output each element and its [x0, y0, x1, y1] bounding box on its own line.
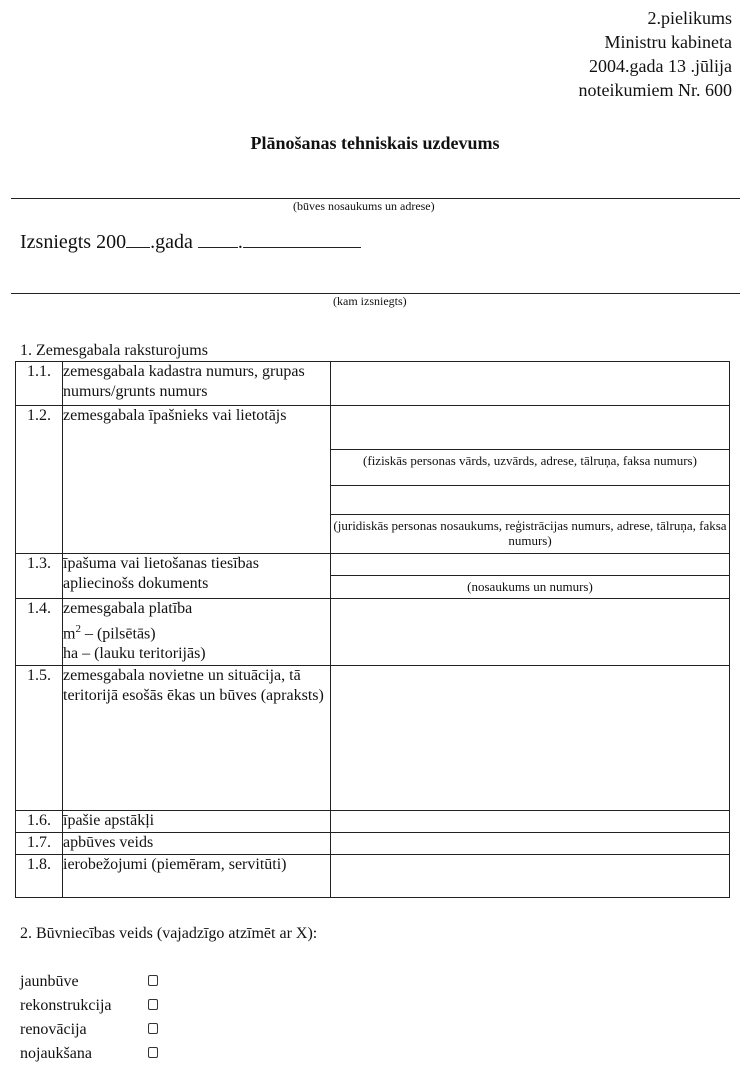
building-caption: (būves nosaukums un adrese): [293, 199, 435, 213]
option-row: [20, 994, 112, 1018]
option-row: [20, 1042, 112, 1066]
row-number: 1.7.: [16, 833, 63, 855]
owner-cell: [331, 406, 730, 554]
table-row: [16, 811, 730, 833]
recipient-caption: (kam izsniegts): [333, 294, 407, 308]
checkbox-icon[interactable]: [148, 999, 158, 1010]
construction-type-options: [20, 970, 112, 1066]
annex-header: [579, 6, 732, 102]
checkbox-icon[interactable]: [148, 1047, 158, 1058]
area-field[interactable]: [331, 599, 730, 666]
section2-heading: 2. Būvniecības veids (vajadzīgo atzīmēt ar X):: [20, 925, 318, 942]
option-row: [20, 970, 112, 994]
row-label: īpašie apstākļi: [63, 811, 331, 833]
section1-heading: 1. Zemesgabala raksturojums: [20, 342, 208, 359]
option-label: rekonstrukcija: [20, 997, 112, 1014]
row-label: īpašuma vai lietošanas tiesības apliecinošs dokuments: [63, 554, 331, 599]
row-number: 1.6.: [16, 811, 63, 833]
annex-issuer: Ministru kabineta: [604, 32, 732, 52]
area-label-line2: [63, 619, 330, 644]
option-label: renovācija: [20, 1021, 87, 1038]
row-label: zemesgabala kadastra numurs, grupas numurs/grunts numurs: [63, 362, 331, 406]
special-conditions-field[interactable]: [331, 811, 730, 833]
area-unit-sup: 2: [75, 623, 81, 635]
row-label: zemesgabala īpašnieks vai lietotājs: [63, 406, 331, 554]
option-row: [20, 1018, 112, 1042]
option-label: nojaukšana: [20, 1045, 92, 1062]
restrictions-field[interactable]: [331, 855, 730, 898]
area-unit-rest: – (pilsētās): [80, 625, 156, 643]
row-number: 1.2.: [16, 406, 63, 554]
issued-gada: .gada: [150, 231, 193, 253]
row-label: [63, 599, 331, 666]
table-row: [16, 833, 730, 855]
area-label-line1: zemesgabala platība: [63, 600, 193, 617]
cadastre-number-field[interactable]: [331, 362, 730, 406]
table-row: [16, 406, 730, 554]
option-label: jaunbūve: [20, 973, 79, 990]
annex-date: 2004.gada 13 .jūlija: [589, 56, 732, 76]
row-number: 1.4.: [16, 599, 63, 666]
row-number: 1.1.: [16, 362, 63, 406]
table-row: [16, 362, 730, 406]
issued-day-blank[interactable]: [198, 229, 238, 248]
issued-year-blank[interactable]: [126, 229, 150, 248]
row-label: zemesgabala novietne un situācija, tā teritorijā esošās ēkas un būves (apraksts): [63, 666, 331, 811]
table-row: [16, 855, 730, 898]
land-plot-table: [15, 361, 730, 898]
issued-prefix: Izsniegts 200: [20, 231, 127, 253]
table-row: [16, 666, 730, 811]
annex-regulation: noteikumiem Nr. 600: [578, 80, 732, 100]
owner-legal-field[interactable]: [331, 486, 729, 515]
owner-legal-caption: (juridiskās personas nosaukums, reģistrācijas numurs, adrese, tālruņa, faksa numurs): [333, 518, 727, 548]
row-number: 1.8.: [16, 855, 63, 898]
building-type-field[interactable]: [331, 833, 730, 855]
checkbox-icon[interactable]: [148, 1023, 158, 1034]
issued-dot: .: [237, 231, 243, 253]
ownership-document-caption: (nosaukums un numurs): [467, 579, 593, 594]
row-number: 1.5.: [16, 666, 63, 811]
area-unit-m: m: [63, 625, 76, 643]
ownership-document-field[interactable]: [331, 554, 729, 576]
owner-individual-caption-cell: [331, 450, 729, 486]
ownership-document-cell: [331, 554, 730, 599]
ownership-document-caption-cell: [331, 576, 729, 598]
issued-month-blank[interactable]: [243, 229, 361, 248]
document-title: Plānošanas tehniskais uzdevums: [250, 133, 500, 153]
row-label: apbūves veids: [63, 833, 331, 855]
owner-legal-caption-cell: [331, 515, 729, 553]
issued-line: [20, 229, 361, 254]
annex-number: 2.pielikums: [647, 8, 732, 28]
table-row: [16, 554, 730, 599]
area-label-line3: ha – (lauku teritorijās): [63, 645, 206, 663]
owner-individual-field[interactable]: [331, 406, 729, 450]
table-row: [16, 599, 730, 666]
row-label: ierobežojumi (piemēram, servitūti): [63, 855, 331, 898]
checkbox-icon[interactable]: [148, 975, 158, 986]
row-number: 1.3.: [16, 554, 63, 599]
location-description-field[interactable]: [331, 666, 730, 811]
owner-individual-caption: (fiziskās personas vārds, uzvārds, adrese, tālruņa, faksa numurs): [363, 453, 697, 468]
